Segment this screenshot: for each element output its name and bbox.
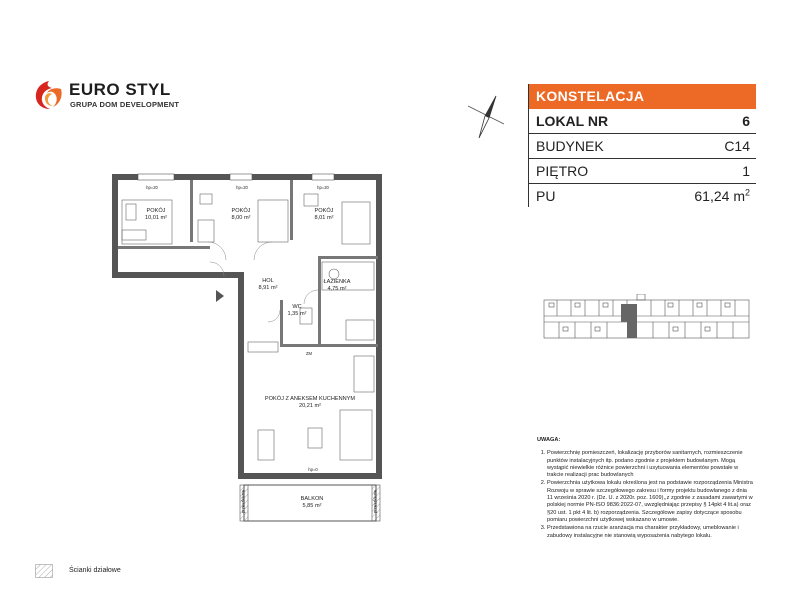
room-name: WC [292, 304, 302, 310]
room-label-hall [259, 278, 278, 291]
room-name: POKÓJ [314, 208, 334, 214]
zm-mark: ZM [305, 351, 313, 356]
window-height-mark: hp=0 [308, 467, 318, 472]
entrance-arrow-icon [216, 290, 224, 302]
room-name: POKÓJ [146, 208, 166, 214]
note-item: 1. Powierzchnię pomieszczeń, lokalizację przyborów sanitarnych, rozmieszczenie punktów instalacyjnych itp. podano zgodnie z projektem budowlanym. Mogą wystąpić niewielkie różnice powierzchni i usytuowania elementów powstałe w trakcie realizacji prac budowlanych [547, 450, 753, 479]
unit-highlight [621, 304, 637, 338]
unit-info-panel [528, 84, 756, 208]
room-label-bedroom-3 [315, 208, 334, 221]
info-label: PIĘTRO [536, 163, 589, 179]
room-area: 8,01 m² [314, 214, 334, 221]
notes-list [537, 450, 753, 540]
info-row-building [528, 134, 756, 159]
room-name: ŁAZIENKA [323, 279, 351, 285]
room-area: 4,75 m² [327, 285, 347, 292]
window-height-mark: hp=20 [146, 185, 158, 190]
room-area: 10,01 m² [144, 214, 168, 221]
room-area: 8,91 m² [258, 284, 278, 291]
note-item: 3. Przedstawiona na rzucie aranżacja ma charakter przykładowy, umeblowanie i zabudowy instalacyjne nie stanowią wyposażenia nabytego lokalu. [547, 525, 753, 540]
area-unit-superscript: 2 [744, 187, 750, 198]
info-value: 6 [742, 113, 750, 129]
info-value: C14 [724, 138, 750, 154]
euro-styl-logo [33, 79, 193, 119]
info-row-unit-number [528, 109, 756, 134]
room-label-balcony [301, 496, 324, 509]
room-area: 20,21 m² [298, 402, 322, 409]
info-label: PU [536, 188, 556, 204]
room-area: 8,00 m² [231, 214, 251, 221]
brand-name: EURO STYL [69, 80, 171, 99]
note-item: 2. Powierzchnia użytkowa lokalu określona jest na podstawie rozporządzenia Ministra Rozwoju w sprawie szczegółowego zakresu i formy projektu budowlanego z dnia 11 września 2020 r. (Dz. U. z 2020r. poz. 1609),,z zgodnie z zasadami zawartymi w polskiej normie PN-ISO 9836:2022-07, uwzględniając przepisy § 14pkt 4 lit.a) oraz §20 ust. 1 pkt 4 lit. b) rozporządzenia. Szczegółowe zapisy dotyczące sposobu pomiaru powierzchni użytkowej wskazano w umowie. [547, 480, 753, 524]
room-label-bedroom-1 [145, 208, 167, 221]
room-area: 5,85 m² [302, 502, 322, 509]
flame-logo-icon [33, 79, 65, 111]
info-value [694, 184, 750, 208]
room-name: POKÓJ [231, 208, 251, 214]
window-height-mark: hp=20 [236, 185, 248, 190]
room-label-living-kitchen [265, 396, 355, 409]
glazing-mark: przeszklenie [372, 489, 378, 513]
glazing-mark: przeszklenie [240, 489, 246, 513]
window-height-mark: hp=20 [317, 185, 329, 190]
info-value: 1 [742, 163, 750, 179]
floor-plan-drawing [108, 170, 388, 525]
room-name: BALKON [300, 496, 324, 502]
info-label: LOKAL NR [536, 113, 609, 129]
info-row-usable-area [528, 184, 756, 208]
notes-title: UWAGA: [537, 437, 561, 443]
room-label-bathroom [323, 279, 350, 292]
notes-section [537, 437, 753, 541]
legend-label: Ścianki działowe [69, 567, 121, 574]
partition-wall-swatch-icon [35, 564, 53, 578]
room-name: POKÓJ Z ANEKSEM KUCHENNYM [264, 396, 356, 402]
north-arrow-icon [466, 94, 506, 140]
room-label-wc [288, 304, 307, 317]
area-value: 61,24 m [694, 188, 745, 204]
info-label: BUDYNEK [536, 138, 604, 154]
project-name: KONSTELACJA [528, 84, 756, 109]
room-area: 1,35 m² [287, 310, 307, 317]
info-row-floor [528, 159, 756, 184]
building-floor-key-plan [543, 294, 750, 344]
room-label-bedroom-2 [232, 208, 251, 221]
room-name: HOL [262, 278, 274, 284]
brand-tagline: GRUPA DOM DEVELOPMENT [70, 100, 180, 109]
apartment-floor-plan [108, 170, 388, 525]
